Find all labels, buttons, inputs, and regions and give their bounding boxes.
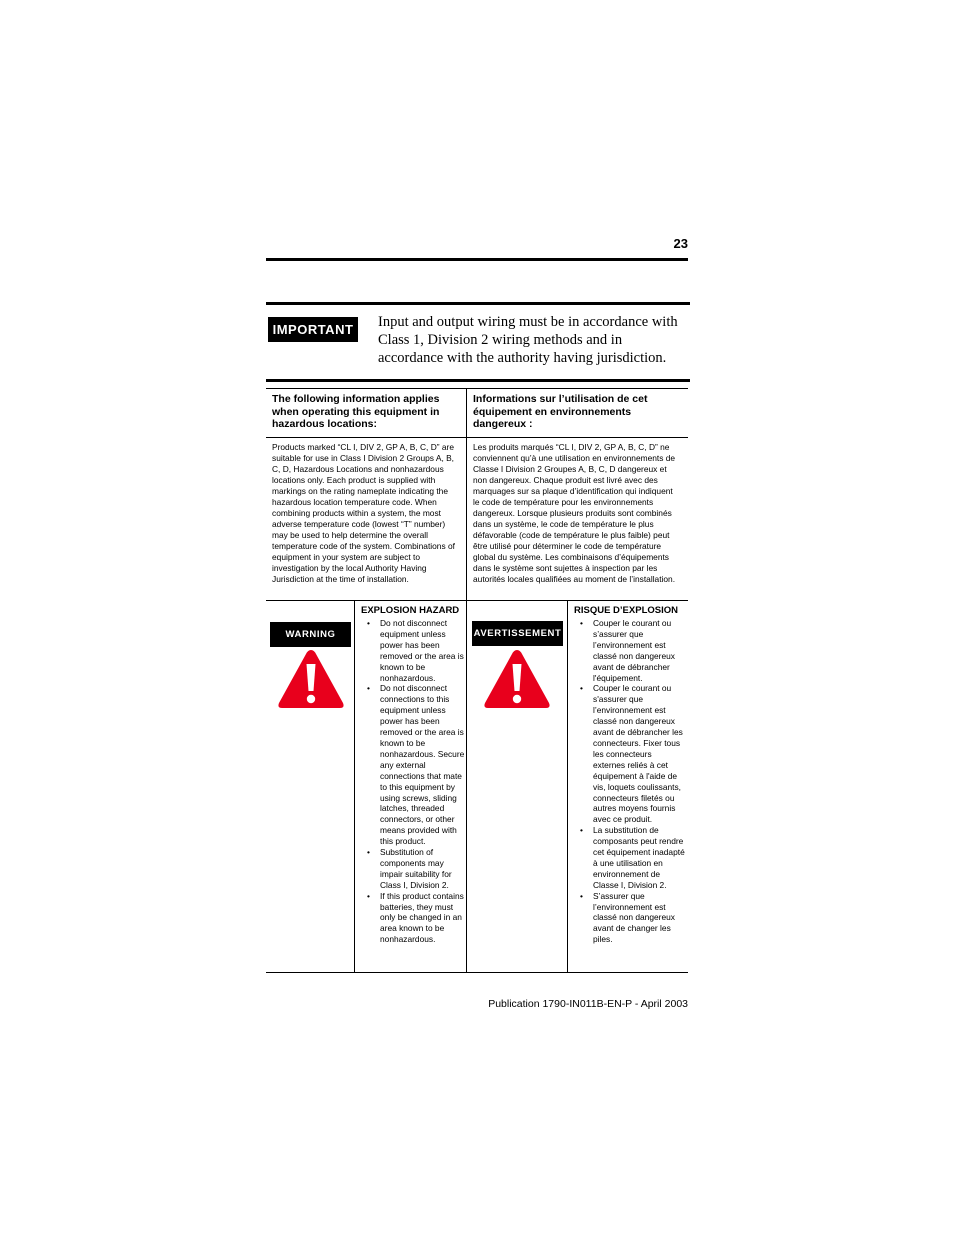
page-number: 23 bbox=[673, 236, 688, 251]
warning-triangle-icon bbox=[482, 647, 552, 711]
hazard-list-fr bbox=[574, 618, 686, 945]
warning-divider-en bbox=[354, 601, 355, 972]
hazardous-locations-table bbox=[266, 388, 688, 973]
hazard-title-en: EXPLOSION HAZARD bbox=[361, 605, 460, 616]
warning-content-en bbox=[361, 605, 465, 945]
publication-footer: Publication 1790-IN011B-EN-P - April 2003 bbox=[488, 998, 688, 1010]
header-en: The following information applies when operating this equipment in hazardous locations: bbox=[272, 393, 440, 430]
header-fr: Informations sur l’utilisation de cet équipement en environnements dangereux : bbox=[473, 393, 648, 430]
important-badge: IMPORTANT bbox=[268, 317, 358, 342]
list-item: • Do not disconnect connections to this equipment unless power has been removed or the area is known to be nonhazardous. Secure any external connections that mate to this equipment by using screws, sliding latches, threaded connectors, or other means provided with this product. bbox=[361, 683, 465, 847]
list-item: • Couper le courant ou s’assurer que l’environnement est classé non dangereux avant de débrancher l'équipement. bbox=[574, 618, 686, 683]
body-fr: Les produits marqués “CL I, DIV 2, GP A, B, C, D” ne conviennent qu’à une utilisation en environnements de Classe I Division 2 Groupes A, B, C, D dangereux et non dangereux. Chaque produit est livré avec des marquages sur sa plaque d’identification qui indiquent le code de température pour les environnements dangereux. Lorsque plusieurs produits sont combinés dans un système, le code de température le plus défavorable (code de température le plus faible) peut être utilisé pour déterminer le code de température global du système. Les combinaisons d’équipements dans le système sont sujettes à inspection par les autorités locales qualifiées au moment de l’installation. bbox=[473, 442, 676, 584]
header-rule bbox=[266, 258, 688, 261]
body-en: Products marked “CL I, DIV 2, GP A, B, C, D” are suitable for use in Class I Division 2 Groups A, B, C, D, Hazardous Locations and nonhazardous locations only. Each product is supplied with markings on the rating nameplate indicating the hazardous location temperature code. When combining products within a system, the most adverse temperature code (lowest “T” number) may be used to help determine the overall temperature code of the system. Combinations of equipment in your system are subject to investigation by the local Authority Having Jurisdiction at the time of installation. bbox=[272, 442, 455, 584]
list-item: • Do not disconnect equipment unless power has been removed or the area is known to be nonhazardous. bbox=[361, 618, 465, 683]
row-divider bbox=[266, 600, 688, 601]
important-notice bbox=[266, 302, 690, 383]
column-divider bbox=[466, 389, 467, 972]
hazard-list-en bbox=[361, 618, 465, 945]
list-item: • Substitution of components may impair suitability for Class I, Division 2. bbox=[361, 847, 465, 891]
warning-content-fr bbox=[574, 605, 686, 945]
list-item: • Couper le courant ou s'assurer que l’environnement est classé non dangereux avant de débrancher les connecteurs. Fixer tous les connecteurs externes reliés à cet équipement à l'aide de vis, loquets coulissants, connecteurs filetés ou autres moyens fournis avec ce produit. bbox=[574, 683, 686, 825]
warning-divider-fr bbox=[567, 601, 568, 972]
row-divider bbox=[266, 437, 688, 438]
table-top-rule bbox=[266, 379, 690, 382]
list-item: • If this product contains batteries, they must only be changed in an area known to be nonhazardous. bbox=[361, 891, 465, 946]
warning-badge: WARNING bbox=[270, 622, 351, 647]
important-text: Input and output wiring must be in accordance with Class 1, Division 2 wiring methods and in accordance with the authority having jurisdiction. bbox=[378, 314, 678, 366]
list-item: • S’assurer que l’environnement est classé non dangereux avant de changer les piles. bbox=[574, 891, 686, 946]
list-item: • La substitution de composants peut rendre cet équipement inadapté à une utilisation en environnement de Classe I, Division 2. bbox=[574, 825, 686, 890]
warning-triangle-icon bbox=[276, 647, 346, 711]
avertissement-badge: AVERTISSEMENT bbox=[472, 621, 563, 646]
hazard-title-fr: RISQUE D’EXPLOSION bbox=[574, 605, 678, 616]
